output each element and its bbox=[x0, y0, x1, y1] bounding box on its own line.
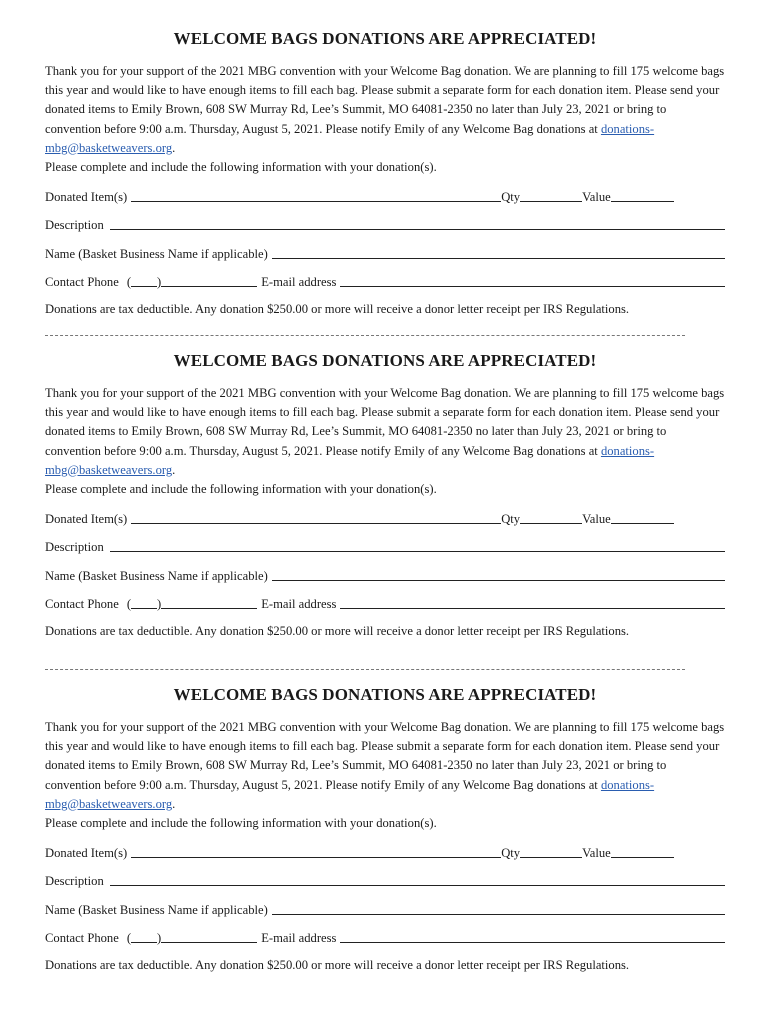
donated-item-row bbox=[45, 499, 725, 528]
fields-section bbox=[45, 177, 725, 291]
phone-number-field[interactable] bbox=[161, 272, 257, 287]
intro-text: Thank you for your support of the 2021 MBG convention with your Welcome Bag donation. We are planning to fill 175 welcome bags this year and would like to have enough items to fill each bag. Please submit a separate form for each donation item. Please send your donated items to Emily Brown, 608 SW Murray Rd, Lee’s Summit, MO 64081-2350 no later than July 23, 2021 or bring to convention before 9:00 a.m. Thursday, August 5, 2021. Please notify Emily of any Welcome Bag donations at bbox=[45, 386, 725, 458]
tax-note: Donations are tax deductible. Any donation $250.00 or more will receive a donor letter receipt per IRS Regulations. bbox=[45, 302, 630, 317]
intro-paragraph bbox=[45, 62, 725, 177]
qty-field[interactable] bbox=[520, 843, 582, 858]
qty-label: Qty bbox=[501, 189, 521, 204]
donation-form-2 bbox=[45, 350, 725, 640]
qty-label: Qty bbox=[501, 845, 521, 860]
qty-label: Qty bbox=[501, 511, 521, 526]
tax-note: Donations are tax deductible. Any donation $250.00 or more will receive a donor letter receipt per IRS Regulations. bbox=[45, 958, 630, 973]
email-label: E-mail address bbox=[261, 597, 337, 612]
description-label: Description bbox=[45, 540, 104, 555]
phone-number-field[interactable] bbox=[161, 594, 257, 609]
value-field[interactable] bbox=[611, 843, 674, 858]
phone-close-paren: ) bbox=[157, 597, 162, 612]
phone-open-paren: ( bbox=[126, 931, 132, 946]
tax-note: Donations are tax deductible. Any donation $250.00 or more will receive a donor letter receipt per IRS Regulations. bbox=[45, 624, 630, 639]
value-label: Value bbox=[582, 845, 611, 860]
form-title: WELCOME BAGS DONATIONS ARE APPRECIATED! bbox=[173, 29, 597, 48]
instruction-text: Please complete and include the following information with your donation(s). bbox=[45, 482, 437, 497]
value-label: Value bbox=[582, 189, 611, 204]
name-label: Name (Basket Business Name if applicable) bbox=[45, 568, 268, 583]
value-label: Value bbox=[582, 511, 611, 526]
email-label: E-mail address bbox=[261, 931, 337, 946]
phone-label: Contact Phone bbox=[45, 931, 119, 946]
qty-field[interactable] bbox=[520, 187, 582, 202]
value-field[interactable] bbox=[611, 187, 674, 202]
instruction-text: Please complete and include the following information with your donation(s). bbox=[45, 816, 437, 831]
intro-end: . bbox=[172, 462, 176, 477]
description-field[interactable] bbox=[110, 871, 725, 886]
phone-label: Contact Phone bbox=[45, 275, 119, 290]
intro-paragraph bbox=[45, 384, 725, 499]
donated-item-field[interactable] bbox=[131, 509, 501, 524]
donated-item-field[interactable] bbox=[131, 843, 501, 858]
description-row bbox=[45, 206, 725, 235]
donations-email-link[interactable]: donations-mbg@basketweavers.org bbox=[45, 777, 655, 811]
name-label: Name (Basket Business Name if applicable) bbox=[45, 246, 268, 261]
phone-number-field[interactable] bbox=[161, 928, 257, 943]
contact-row bbox=[45, 919, 725, 948]
name-row bbox=[45, 234, 725, 263]
intro-paragraph bbox=[45, 718, 725, 833]
phone-area-code-field[interactable] bbox=[131, 594, 157, 609]
description-label: Description bbox=[45, 218, 104, 233]
intro-end: . bbox=[172, 796, 176, 811]
description-field[interactable] bbox=[110, 537, 725, 552]
name-field[interactable] bbox=[272, 566, 725, 581]
cut-line bbox=[45, 335, 685, 336]
phone-area-code-field[interactable] bbox=[131, 272, 157, 287]
name-row bbox=[45, 556, 725, 585]
phone-label: Contact Phone bbox=[45, 597, 119, 612]
contact-row bbox=[45, 585, 725, 614]
fields-section bbox=[45, 833, 725, 947]
description-row bbox=[45, 862, 725, 891]
phone-area-code-field[interactable] bbox=[131, 928, 157, 943]
phone-open-paren: ( bbox=[126, 597, 132, 612]
email-label: E-mail address bbox=[261, 275, 337, 290]
email-field[interactable] bbox=[340, 272, 725, 287]
form-title: WELCOME BAGS DONATIONS ARE APPRECIATED! bbox=[173, 351, 597, 370]
description-field[interactable] bbox=[110, 215, 725, 230]
donation-form-1 bbox=[45, 28, 725, 318]
name-row bbox=[45, 890, 725, 919]
phone-close-paren: ) bbox=[157, 275, 162, 290]
form-title: WELCOME BAGS DONATIONS ARE APPRECIATED! bbox=[173, 685, 597, 704]
contact-row bbox=[45, 263, 725, 292]
fields-section bbox=[45, 499, 725, 613]
description-label: Description bbox=[45, 874, 104, 889]
phone-close-paren: ) bbox=[157, 931, 162, 946]
donated-item-row bbox=[45, 833, 725, 862]
name-field[interactable] bbox=[272, 900, 725, 915]
value-field[interactable] bbox=[611, 509, 674, 524]
intro-text: Thank you for your support of the 2021 MBG convention with your Welcome Bag donation. We are planning to fill 175 welcome bags this year and would like to have enough items to fill each bag. Please submit a separate form for each donation item. Please send your donated items to Emily Brown, 608 SW Murray Rd, Lee’s Summit, MO 64081-2350 no later than July 23, 2021 or bring to convention before 9:00 a.m. Thursday, August 5, 2021. Please notify Emily of any Welcome Bag donations at bbox=[45, 64, 725, 136]
instruction-text: Please complete and include the following information with your donation(s). bbox=[45, 160, 437, 175]
intro-text: Thank you for your support of the 2021 MBG convention with your Welcome Bag donation. We are planning to fill 175 welcome bags this year and would like to have enough items to fill each bag. Please submit a separate form for each donation item. Please send your donated items to Emily Brown, 608 SW Murray Rd, Lee’s Summit, MO 64081-2350 no later than July 23, 2021 or bring to convention before 9:00 a.m. Thursday, August 5, 2021. Please notify Emily of any Welcome Bag donations at bbox=[45, 720, 725, 792]
donation-form-3 bbox=[45, 684, 725, 974]
donated-item-row bbox=[45, 177, 725, 206]
donations-email-link[interactable]: donations-mbg@basketweavers.org bbox=[45, 121, 655, 155]
name-field[interactable] bbox=[272, 244, 725, 259]
donated-item-label: Donated Item(s) bbox=[45, 511, 128, 526]
cut-line bbox=[45, 669, 685, 670]
donated-item-label: Donated Item(s) bbox=[45, 845, 128, 860]
phone-open-paren: ( bbox=[126, 275, 132, 290]
name-label: Name (Basket Business Name if applicable) bbox=[45, 902, 268, 917]
donated-item-label: Donated Item(s) bbox=[45, 189, 128, 204]
intro-end: . bbox=[172, 140, 176, 155]
qty-field[interactable] bbox=[520, 509, 582, 524]
email-field[interactable] bbox=[340, 928, 725, 943]
donations-email-link[interactable]: donations-mbg@basketweavers.org bbox=[45, 443, 655, 477]
description-row bbox=[45, 528, 725, 557]
email-field[interactable] bbox=[340, 594, 725, 609]
donated-item-field[interactable] bbox=[131, 187, 501, 202]
